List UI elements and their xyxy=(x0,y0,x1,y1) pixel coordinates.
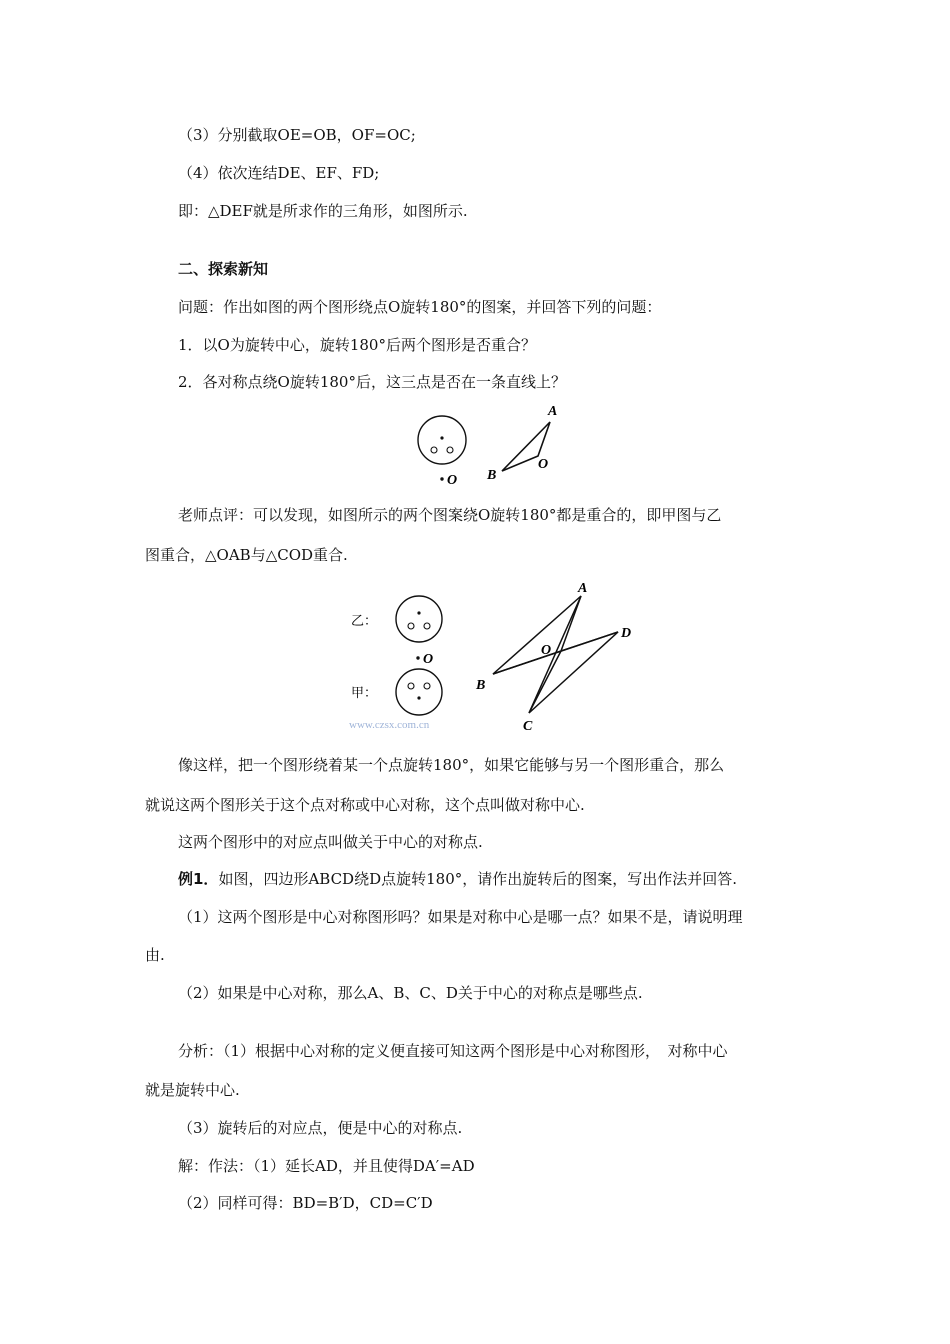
label-o-point: O xyxy=(423,652,434,667)
solution-1: 解：作法：（1）延长AD，并且使得DA′=AD xyxy=(178,1157,475,1175)
label-a: A xyxy=(578,581,588,596)
line-bd xyxy=(493,632,618,674)
question-2: 2．各对称点绕O旋转180°后，这三点是否在一条直线上？ xyxy=(178,373,566,391)
jia-ring-right xyxy=(424,683,430,689)
label-yi: 乙： xyxy=(351,613,378,628)
teacher-comment-2: 图重合，△OAB与△COD重合. xyxy=(145,546,348,564)
figure-2 xyxy=(345,578,645,738)
example-q1-cont: 由. xyxy=(145,946,165,964)
example-text: 如图，四边形ABCD绕D点旋转180°，请作出旋转后的图案，写出作法并回答. xyxy=(218,870,738,888)
conclusion-text: 即：△DEF就是所求作的三角形，如图所示. xyxy=(178,202,468,220)
example-label: 例1． xyxy=(178,870,219,888)
yi-ring-left xyxy=(408,623,414,629)
section-heading: 二、探索新知 xyxy=(178,260,269,278)
inner-ring-left xyxy=(431,447,437,453)
label-b: B xyxy=(487,468,497,483)
example-q2: （2）如果是中心对称，那么A、B、C、D关于中心的对称点是哪些点. xyxy=(178,984,643,1002)
label-jia: 甲： xyxy=(351,685,378,700)
analysis-1: 分析：（1）根据中心对称的定义便直接可知这两个图形是中心对称图形， 对称中心 xyxy=(178,1042,728,1060)
inner-dot xyxy=(440,436,443,439)
step-3-text: （3）分别截取OE=OB，OF=OC; xyxy=(178,126,416,144)
figure-1 xyxy=(405,398,580,493)
definition-text-3: 这两个图形中的对应点叫做关于中心的对称点. xyxy=(178,833,483,851)
watermark-text: www.czsx.com.cn xyxy=(349,719,430,731)
label-b: B xyxy=(476,678,486,693)
yi-dot xyxy=(417,611,420,614)
example-q1: （1）这两个图形是中心对称图形吗？如果是对称中心是哪一点？如果不是，请说明理 xyxy=(178,908,743,926)
line-ac xyxy=(529,596,581,713)
step-4-text: （4）依次连结DE、EF、FD; xyxy=(178,164,380,182)
analysis-2: 就是旋转中心. xyxy=(145,1081,240,1099)
circle-shape xyxy=(418,416,466,464)
definition-text-1: 像这样，把一个图形绕着某一个点旋转180°，如果它能够与另一个图形重合，那么 xyxy=(178,756,725,774)
inner-ring-right xyxy=(447,447,453,453)
label-o-point: O xyxy=(447,473,458,488)
problem-text: 问题：作出如图的两个图形绕点O旋转180°的图案，并回答下列的问题： xyxy=(178,298,662,316)
triangle-oab xyxy=(493,596,581,674)
label-a: A xyxy=(548,404,558,419)
label-o: O xyxy=(541,643,552,658)
center-point-dot xyxy=(416,656,419,659)
example-1 xyxy=(178,869,737,889)
label-d: D xyxy=(621,626,632,641)
center-point-dot xyxy=(440,477,443,480)
yi-ring-right xyxy=(424,623,430,629)
label-c: C xyxy=(523,719,533,734)
solution-2: （2）同样可得：BD=B′D，CD=C′D xyxy=(178,1194,433,1212)
circle-yi xyxy=(396,596,442,642)
definition-text-2: 就说这两个图形关于这个点对称或中心对称，这个点叫做对称中心. xyxy=(145,796,585,814)
question-1: 1．以O为旋转中心，旋转180°后两个图形是否重合？ xyxy=(178,336,536,354)
analysis-3: （3）旋转后的对应点，便是中心的对称点. xyxy=(178,1119,463,1137)
teacher-comment-1: 老师点评：可以发现，如图所示的两个图案绕O旋转180°都是重合的，即甲图与乙 xyxy=(178,506,722,524)
circle-jia xyxy=(396,669,442,715)
label-o: O xyxy=(538,457,549,472)
jia-dot xyxy=(417,696,420,699)
jia-ring-left xyxy=(408,683,414,689)
